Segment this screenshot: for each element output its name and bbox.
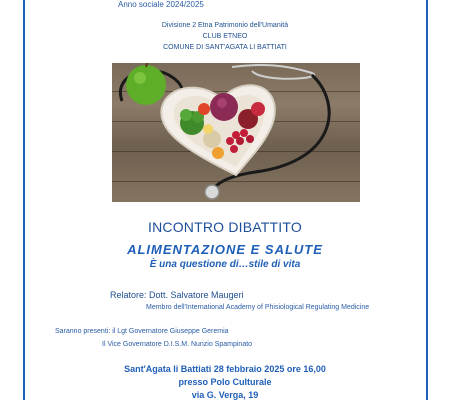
apple-icon: [126, 65, 166, 105]
event-subtitle: È una questione di…stile di vita: [149, 259, 301, 270]
event-datetime: Sant'Agata li Battiati 28 febbraio 2025 ore 16,00: [124, 364, 326, 374]
heart-food-photo: [112, 63, 360, 202]
event-address: via G. Verga, 19: [191, 390, 259, 400]
event-topic: ALIMENTAZIONE E SALUTE: [127, 242, 323, 257]
comune-name: COMUNE DI SANT'AGATA LI BATTIATI: [163, 44, 287, 51]
event-venue: presso Polo Culturale: [178, 377, 272, 387]
division-line: Divisione 2 Etna Patrimonio dell'Umanità: [161, 22, 289, 29]
club-name: CLUB ETNEO: [202, 33, 248, 40]
speaker-role: Membro dell'International Academy of Phisiological Regulating Medicine: [146, 304, 370, 311]
left-border-rule: [23, 0, 25, 400]
guests-line-1: Saranno presenti: il Lgt Governatore Giuseppe Geremia: [55, 328, 229, 335]
speaker-line: Relatore: Dott. Salvatore Maugeri: [110, 290, 244, 300]
event-title: INCONTRO DIBATTITO: [148, 219, 302, 235]
season-year: Anno sociale 2024/2025: [118, 0, 204, 9]
right-border-rule: [426, 0, 428, 400]
guests-line-2: Il Vice Governatore D.I.S.M. Nunzio Spampinato: [102, 341, 253, 348]
